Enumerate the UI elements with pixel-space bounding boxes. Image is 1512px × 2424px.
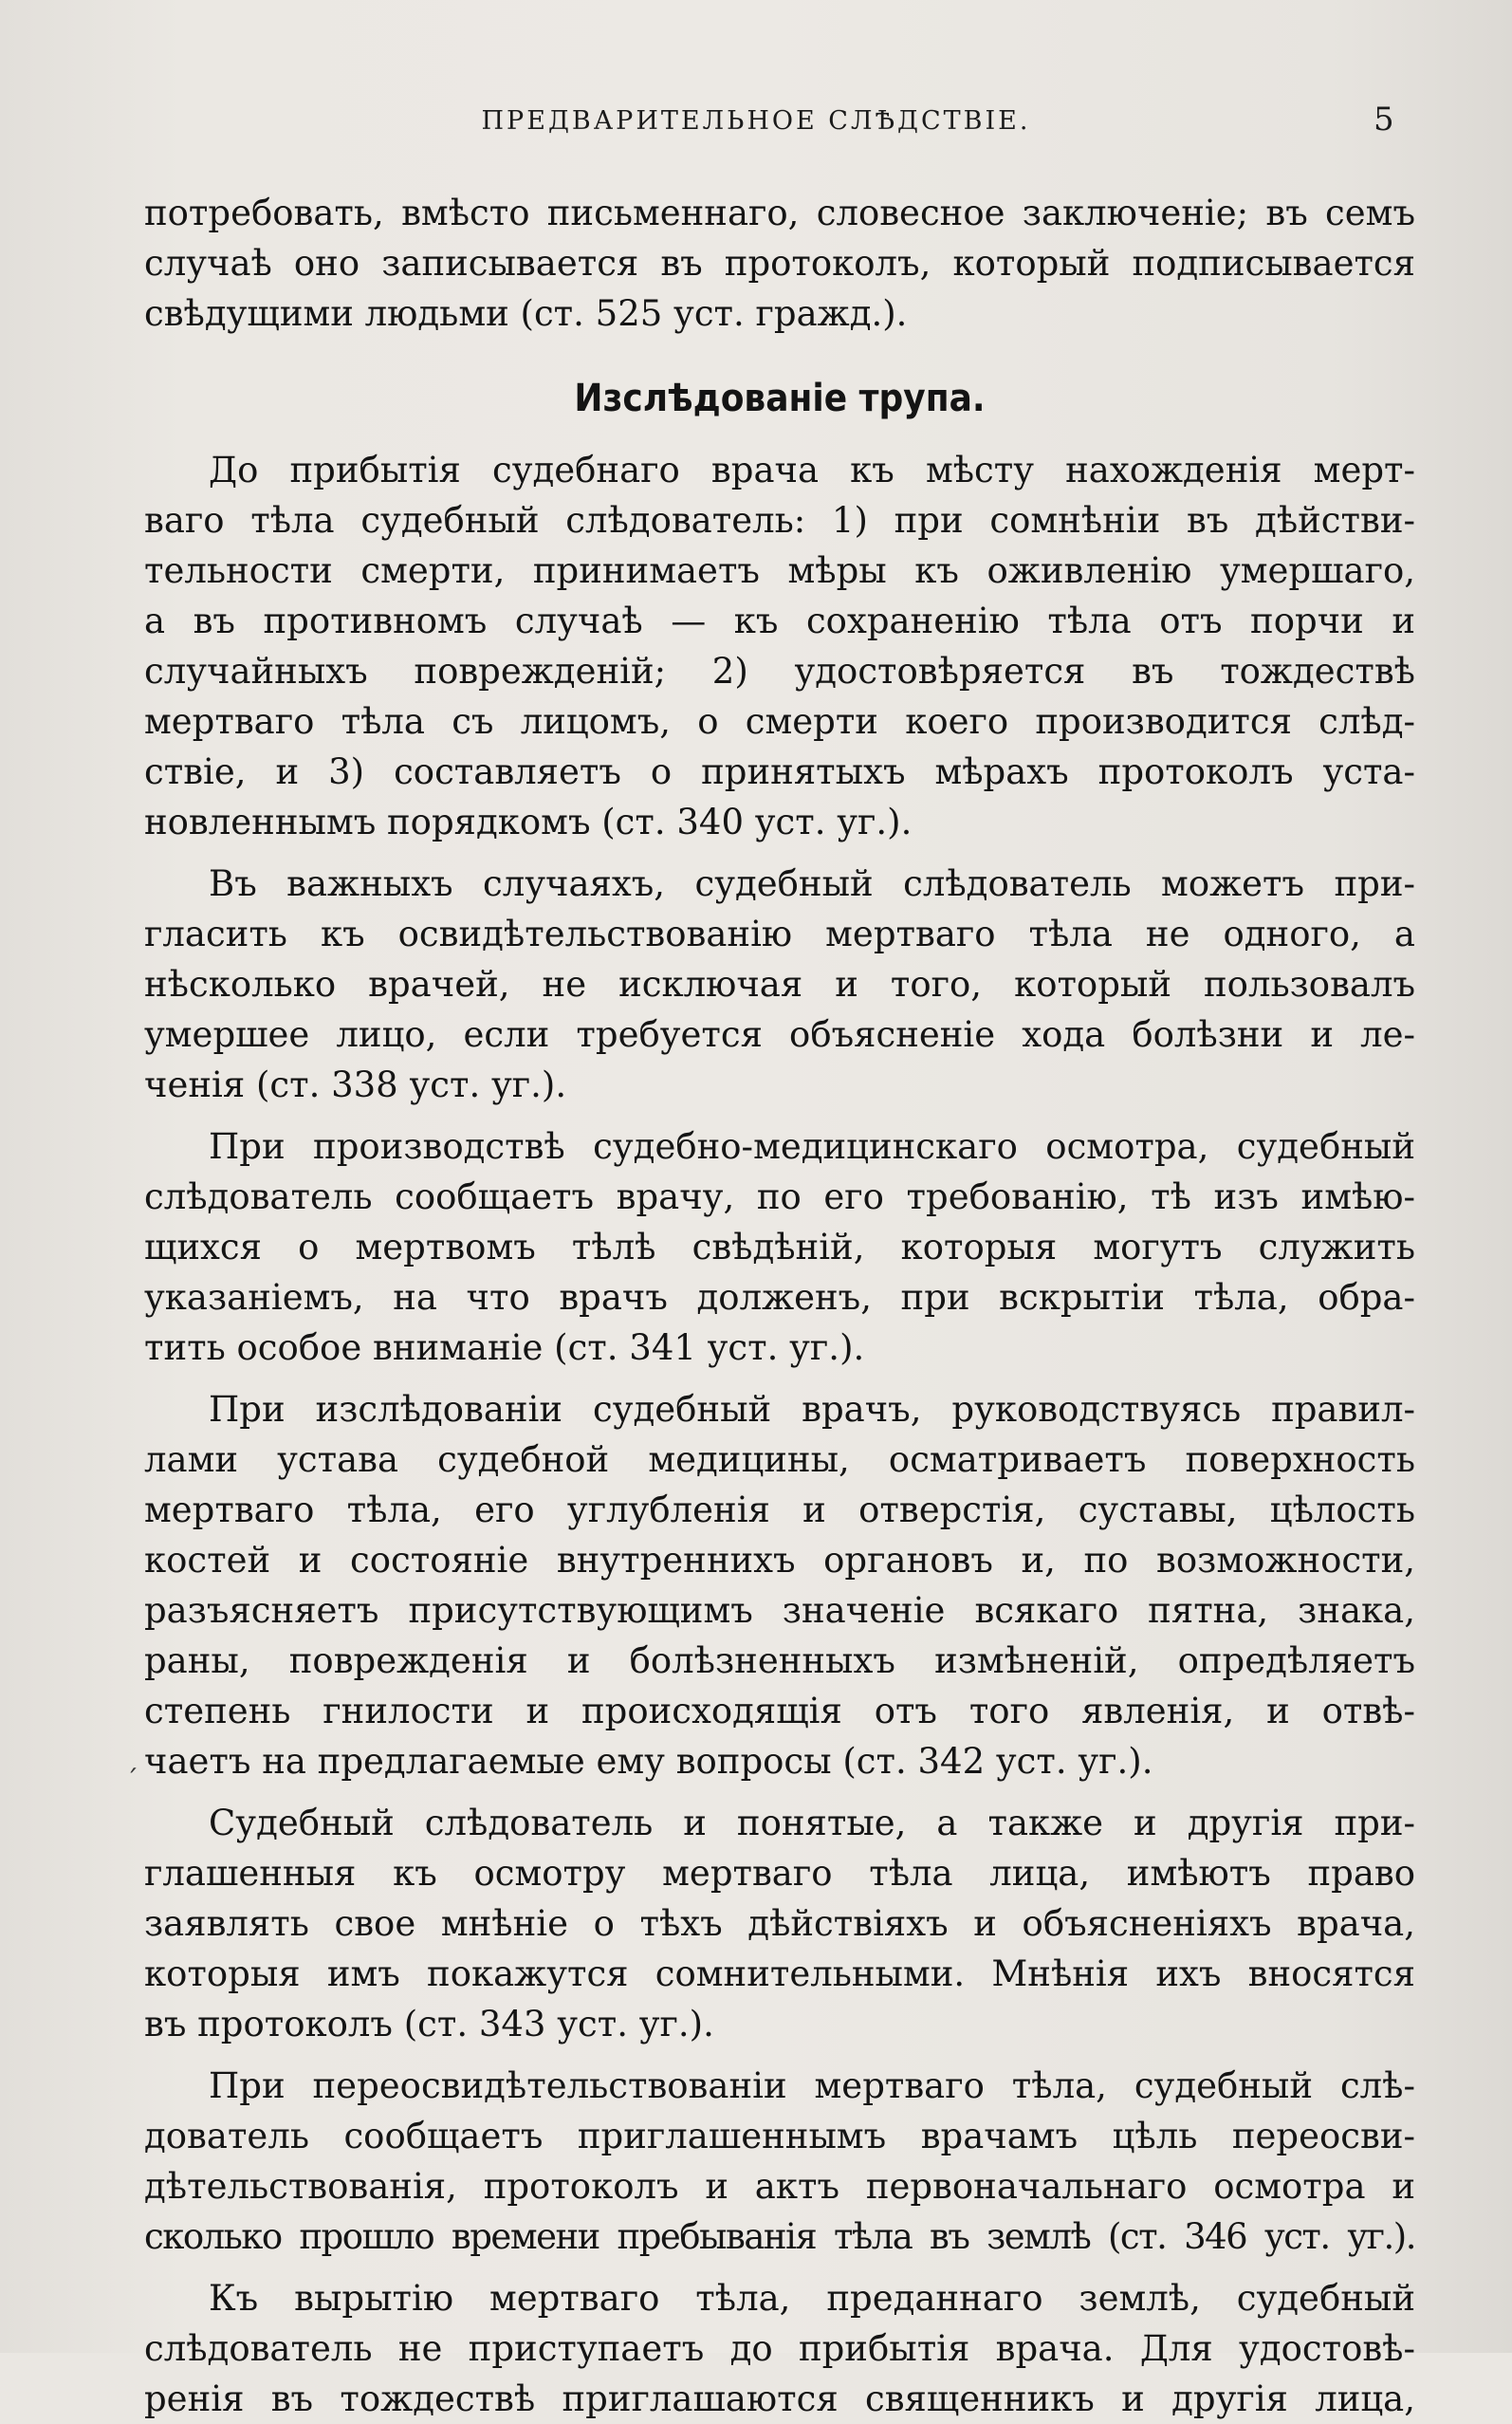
paragraph-gap: [144, 847, 1415, 859]
text-line: глашенныя къ осмотру мертваго тѣла лица, имѣютъ право: [144, 1853, 1415, 1894]
text-line: дѣтельствованія, протоколъ и актъ первоначальнаго осмотра и: [144, 2166, 1415, 2207]
text-line: До прибытія судебнаго врача къ мѣсту нахожденія мерт-: [209, 450, 1415, 490]
text-line: ренія въ тождествѣ приглашаются священникъ и другія лица,: [144, 2378, 1415, 2419]
text-line: потребовать, вмѣсто письменнаго, словесное заключеніе; въ семъ: [144, 193, 1415, 233]
running-title: ПРЕДВАРИТЕЛЬНОЕ СЛѢДСТВІЕ.: [481, 106, 1031, 136]
text-line: слѣдователь сообщаетъ врачу, по его требованію, тѣ изъ имѣю-: [144, 1176, 1415, 1217]
text-line: мертваго тѣла, его углубленія и отверстія, суставы, цѣлость: [144, 1490, 1415, 1530]
paragraph-gap: [144, 1110, 1415, 1121]
text-line: свѣдущими людьми (ст. 525 уст. гражд.).: [144, 293, 908, 334]
text-line: чаетъ на предлагаемые ему вопросы (ст. 342 уст. уг.).: [144, 1741, 1153, 1782]
text-line: гласить къ освидѣтельствованію мертваго тѣла не одного, а: [144, 914, 1415, 954]
text-line: Судебный слѣдователь и понятые, а также и другія при-: [209, 1803, 1415, 1843]
text-line: раны, поврежденія и болѣзненныхъ измѣненій, опредѣляетъ: [144, 1640, 1415, 1681]
text-line: Въ важныхъ случаяхъ, судебный слѣдователь можетъ при-: [209, 863, 1415, 904]
text-line: степень гнилости и происходящія отъ того явленія, и отвѣ-: [144, 1691, 1415, 1731]
text-line: лами устава судебной медицины, осматриваетъ поверхность: [144, 1439, 1415, 1480]
paragraph-gap: [144, 1373, 1415, 1384]
text-line: заявлять свое мнѣніе о тѣхъ дѣйствіяхъ и объясненіяхъ врача,: [144, 1903, 1415, 1944]
paragraph-gap: [144, 2262, 1415, 2273]
paragraph-gap: [144, 1786, 1415, 1798]
text-line: ченія (ст. 338 уст. уг.).: [144, 1064, 567, 1105]
text-line: дователь сообщаетъ приглашеннымъ врачамъ цѣль переосви-: [144, 2116, 1415, 2156]
text-line: новленнымъ порядкомъ (ст. 340 уст. уг.).: [144, 802, 913, 842]
body-text: [144, 188, 1415, 2424]
text-line: Къ вырытію мертваго тѣла, преданнаго землѣ, судебный: [209, 2278, 1415, 2319]
text-line: разъясняетъ присутствующимъ значеніе всякаго пятна, знака,: [144, 1590, 1415, 1631]
text-line: мертваго тѣла съ лицомъ, о смерти коего производится слѣд-: [144, 701, 1415, 742]
section-heading: Изслѣдованіе трупа.: [574, 377, 986, 420]
text-line: При изслѣдованіи судебный врачъ, руководствуясь правил-: [209, 1389, 1415, 1430]
margin-mark: ´: [125, 1765, 138, 1796]
paragraph-gap: [144, 2049, 1415, 2061]
text-line: сколько прошло времени пребыванія тѣла въ землѣ (ст. 346 уст. уг.).: [144, 2216, 1415, 2257]
text-line: ствіе, и 3) составляетъ о принятыхъ мѣрахъ протоколъ уста-: [144, 751, 1415, 792]
text-line: тить особое вниманіе (ст. 341 уст. уг.).: [144, 1327, 865, 1368]
page-number: 5: [1374, 101, 1394, 139]
text-line: которыя имъ покажутся сомнительными. Мнѣнія ихъ вносятся: [144, 1953, 1415, 1994]
text-line: При переосвидѣтельствованіи мертваго тѣла, судебный слѣ-: [209, 2065, 1415, 2106]
text-line: При производствѣ судебно-медицинскаго осмотра, судебный: [209, 1126, 1415, 1167]
text-line: указаніемъ, на что врачъ долженъ, при вскрытіи тѣла, обра-: [144, 1277, 1415, 1318]
text-line: костей и состояніе внутреннихъ органовъ и, по возможности,: [144, 1540, 1415, 1581]
text-line: случаѣ оно записывается въ протоколъ, который подписывается: [144, 243, 1415, 284]
text-line: ваго тѣла судебный слѣдователь: 1) при сомнѣніи въ дѣйстви-: [144, 500, 1415, 541]
text-line: умершее лицо, если требуется объясненіе хода болѣзни и ле-: [144, 1014, 1415, 1055]
text-line: тельности смерти, принимаетъ мѣры къ оживленію умершаго,: [144, 550, 1415, 591]
text-line: случайныхъ поврежденій; 2) удостовѣряется въ тождествѣ: [144, 651, 1415, 692]
text-line: въ протоколъ (ст. 343 уст. уг.).: [144, 2004, 714, 2045]
text-line: а въ противномъ случаѣ — къ сохраненію тѣла отъ порчи и: [144, 601, 1415, 641]
text-line: слѣдователь не приступаетъ до прибытія врача. Для удостовѣ-: [144, 2328, 1415, 2369]
text-line: щихся о мертвомъ тѣлѣ свѣдѣній, которыя могутъ служить: [144, 1227, 1415, 1268]
text-line: нѣсколько врачей, не исключая и того, который пользовалъ: [144, 964, 1415, 1005]
